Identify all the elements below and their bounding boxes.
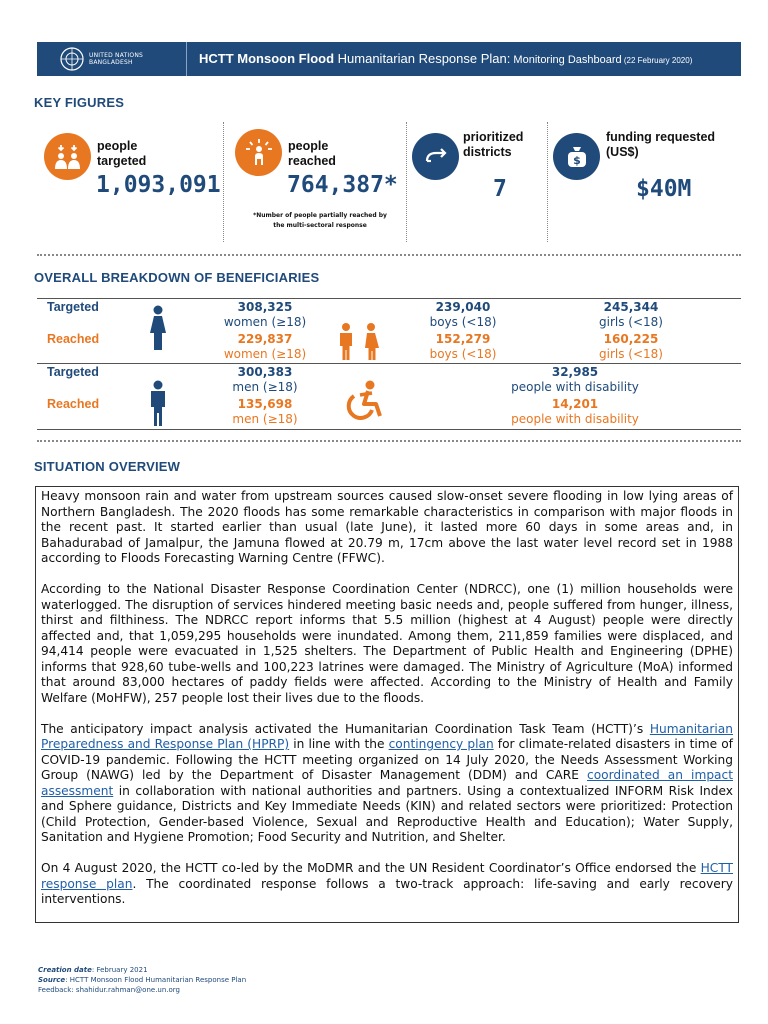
- girls-targeted-value: 245,344: [603, 300, 659, 314]
- arrows-icon: [412, 133, 459, 180]
- disability-targeted: [470, 365, 680, 395]
- p3-text-a: The anticipatory impact analysis activated the Humanitarian Coordination Task Team (HCTT)’s: [41, 721, 650, 736]
- kf-targeted-label1: people: [97, 139, 138, 153]
- girls-reached-sub: girls (<18): [599, 347, 663, 361]
- title-bold: HCTT Monsoon Flood: [199, 51, 335, 66]
- man-icon: [146, 380, 170, 428]
- money-bag-icon: [553, 133, 600, 180]
- title-small: Monitoring Dashboard: [510, 54, 622, 66]
- girls-reached: [566, 332, 696, 362]
- title-date: (22 February 2020): [621, 56, 693, 65]
- title-normal: Humanitarian Response Plan:: [334, 51, 511, 66]
- men-reached-sub: men (≥18): [232, 412, 298, 426]
- men-targeted-value: 300,383: [237, 365, 293, 379]
- p3-text-b: in line with the: [289, 737, 389, 751]
- kf-districts-label2: districts: [463, 145, 512, 159]
- kf-districts-label: [463, 130, 523, 160]
- men-reached: [200, 397, 330, 427]
- kf-reached-label: [288, 139, 336, 169]
- boys-targeted: [398, 300, 528, 330]
- creation-label: Creation date: [38, 966, 92, 974]
- women-targeted-value: 308,325: [237, 300, 293, 314]
- header-bar: [37, 42, 741, 76]
- kf-divider: [406, 122, 407, 242]
- row-label-targeted: Targeted: [47, 365, 99, 379]
- disability-reached: [470, 397, 680, 427]
- svg-text:$: $: [572, 153, 581, 167]
- footer-creation: [38, 965, 246, 975]
- men-targeted-sub: men (≥18): [232, 380, 298, 394]
- people-group-icon: [44, 133, 91, 180]
- kf-note-line2: the multi-sectoral response: [273, 222, 367, 229]
- table-rule: [37, 298, 741, 299]
- boys-reached: [398, 332, 528, 362]
- table-rule: [37, 363, 741, 364]
- girls-targeted-sub: girls (<18): [599, 315, 663, 329]
- source-value: : HCTT Monsoon Flood Humanitarian Response Plan: [65, 976, 247, 984]
- boys-reached-value: 152,279: [435, 332, 491, 346]
- women-targeted-sub: women (≥18): [223, 315, 307, 329]
- situation-paragraph-3: [41, 722, 733, 846]
- situation-paragraph-1: Heavy monsoon rain and water from upstream sources caused slow-onset severe flooding in low lying areas of Northern Bangladesh. The 2020 floods has some remarkable characteristics in comparison with major floods in the recent past. It started earlier than usual (late June), it lasted more 60 days in some areas and, in Bahadurabad of Jamalpur, the Jamuna flowed at 20.79 m, 17cm above the last water level record set in 1988 according to Floods Forecasting Warning Centre (FFWC).: [41, 489, 733, 565]
- kf-districts-value: 7: [493, 176, 507, 202]
- situation-paragraph-2: According to the National Disaster Response Coordination Center (NDRCC), one (1) million households were waterlogged. The disruption of services hindered meeting basic needs and, people suffered from hunger, illness, thirst and filthiness. The NDRCC report informs that 5.5 million (highest at 4 August) people were directly affected and, that 1,059,295 households were inundated. Among them, 211,859 families were displaced, and 94,414 people were evacuated in 1,525 shelters. The Department of Public Health and Engineering (DPHE) informs that 928,60 tube-wells and 100,223 latrines were damaged. The Ministry of Agriculture (MoA) informed that around 83,000 hectares of paddy fields were affected. According to the Ministry of Health and Family Welfare (MoHFW), 257 people lost their lives due to the floods.: [41, 582, 733, 705]
- men-reached-value: 135,698: [237, 397, 293, 411]
- men-targeted: [200, 365, 330, 395]
- divider: [37, 440, 741, 442]
- woman-icon: [146, 305, 170, 353]
- boys-reached-sub: boys (<18): [429, 347, 497, 361]
- row-label-reached: Reached: [47, 397, 100, 411]
- disability-reached-value: 14,201: [551, 397, 599, 411]
- women-targeted: [200, 300, 330, 330]
- hprp-link[interactable]: Humanitarian Preparedness and Response Plan (HPRP): [41, 721, 733, 751]
- breakdown-title: OVERALL BREAKDOWN OF BENEFICIARIES: [34, 270, 320, 285]
- women-reached-sub: women (≥18): [223, 347, 307, 361]
- person-reached-icon: [235, 129, 282, 176]
- women-reached: [200, 332, 330, 362]
- divider: [37, 254, 741, 256]
- children-icon: [334, 322, 384, 362]
- girls-reached-value: 160,225: [603, 332, 659, 346]
- un-name: UNITED NATIONS: [89, 52, 144, 59]
- kf-note-line1: *Number of people partially reached by: [253, 212, 387, 219]
- disability-reached-sub: people with disability: [511, 412, 639, 426]
- situation-overview-box: [35, 486, 739, 923]
- situation-paragraph-4: [41, 861, 733, 908]
- kf-funding-value: $40M: [636, 176, 692, 202]
- kf-divider: [223, 122, 224, 242]
- kf-districts-label1: prioritized: [463, 130, 524, 144]
- boys-targeted-value: 239,040: [435, 300, 491, 314]
- kf-reached-label1: people: [288, 139, 329, 153]
- contingency-plan-link[interactable]: contingency plan: [388, 737, 494, 751]
- kf-targeted-label2: targeted: [97, 154, 147, 168]
- page-title: [187, 50, 692, 68]
- kf-funding-label: [606, 130, 715, 160]
- boys-targeted-sub: boys (<18): [429, 315, 497, 329]
- p3-text-d: in collaboration with national authorities and partners. Using a contextualized INFORM Risk Index and Sphere guidance, Districts and Key Immediate Needs (KIN) and related sectors were prioritized: Protection (Child Protection, Gender-based Violence, Sexual and Reproductive Health and Education); Water Supply, Sanitation and Hygiene Promotion; Food Security and Nutrition, and Shelter.: [41, 783, 733, 844]
- kf-reached-note: [240, 211, 400, 231]
- impact-assessment-link[interactable]: coordinated an impact assessment: [41, 768, 734, 798]
- kf-targeted-value: 1,093,091: [96, 172, 221, 198]
- kf-targeted-label: [97, 139, 146, 169]
- kf-funding-label2: (US$): [606, 145, 639, 159]
- disability-targeted-value: 32,985: [551, 365, 599, 379]
- disability-targeted-sub: people with disability: [511, 380, 639, 394]
- women-reached-value: 229,837: [237, 332, 293, 346]
- footer: [38, 965, 246, 995]
- p4-text-b: . The coordinated response follows a two-track approach: life-saving and early recovery interventions.: [41, 876, 734, 906]
- creation-value: : February 2021: [91, 966, 148, 974]
- girls-targeted: [566, 300, 696, 330]
- row-label-targeted: Targeted: [47, 300, 99, 314]
- kf-reached-label2: reached: [288, 154, 336, 168]
- kf-reached-value: 764,387*: [287, 172, 398, 198]
- wheelchair-icon: [340, 380, 386, 422]
- p3-text-c: for climate-related disasters in time of COVID-19 pandemic. Following the HCTT meeting organized on 14 July 2020, the Needs Assessment Working Group (NAWG) led by the Department of Disaster Management (DDM) and CARE: [41, 737, 733, 782]
- kf-funding-label1: funding requested: [606, 130, 716, 144]
- un-emblem-icon: [59, 46, 85, 72]
- table-rule: [37, 429, 741, 430]
- kf-divider: [547, 122, 548, 242]
- hctt-response-plan-link[interactable]: HCTT response plan: [41, 861, 733, 891]
- row-label-reached: Reached: [47, 332, 100, 346]
- situation-title: SITUATION OVERVIEW: [34, 459, 181, 474]
- footer-feedback[interactable]: Feedback: shahidur.rahman@one.un.org: [38, 986, 180, 994]
- un-logo: [37, 42, 187, 76]
- un-country: BANGLADESH: [89, 59, 133, 66]
- footer-source: [38, 975, 246, 985]
- key-figures-title: KEY FIGURES: [34, 95, 125, 110]
- p4-text-a: On 4 August 2020, the HCTT co-led by the MoDMR and the UN Resident Coordinator’s Office endorsed the: [41, 861, 701, 875]
- source-label: Source: [38, 976, 66, 984]
